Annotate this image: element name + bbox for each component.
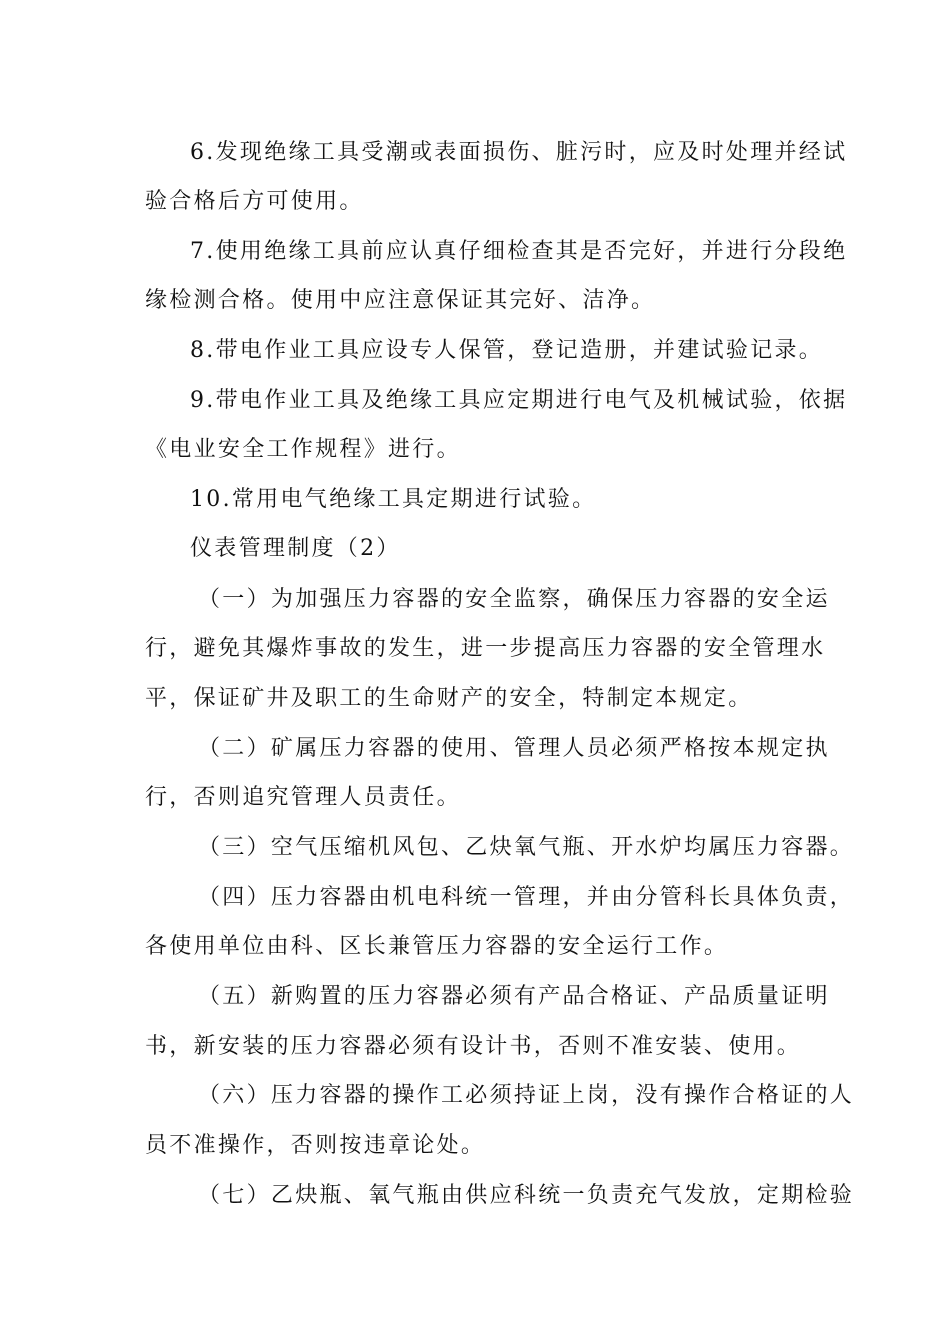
text-line: （二）矿属压力容器的使用、管理人员必须严格按本规定执 [198,736,830,761]
text-line: 各使用单位由科、区长兼管压力容器的安全运行工作。 [145,934,729,959]
text-line: 8.带电作业工具应设专人保管，登记造册，并建试验记录。 [190,338,824,363]
text-line: 行，避免其爆炸事故的发生，进一步提高压力容器的安全管理水 [145,636,826,661]
text-line: 书，新安装的压力容器必须有设计书，否则不准安装、使用。 [145,1034,802,1059]
text-line: 6.发现绝缘工具受潮或表面损伤、脏污时，应及时处理并经试 [190,140,848,165]
text-line: （四）压力容器由机电科统一管理，并由分管科长具体负责， [198,885,855,910]
text-line: （七）乙炔瓶、氧气瓶由供应科统一负责充气发放，定期检验 [198,1183,855,1208]
text-line: 平，保证矿井及职工的生命财产的安全，特制定本规定。 [145,686,753,711]
text-line: 9.带电作业工具及绝缘工具应定期进行电气及机械试验，依据 [190,388,848,413]
text-line: 验合格后方可使用。 [145,189,364,214]
text-line: （一）为加强压力容器的安全监察，确保压力容器的安全运 [198,587,830,612]
text-line: （五）新购置的压力容器必须有产品合格证、产品质量证明 [198,984,830,1009]
text-line: （三）空气压缩机风包、乙炔氧气瓶、开水炉均属压力容器。 [198,835,855,860]
text-line: 缘检测合格。使用中应注意保证其完好、洁净。 [145,288,656,313]
section-heading: 仪表管理制度（2） [190,536,401,561]
text-line: 行，否则追究管理人员责任。 [145,785,461,810]
text-line: 7.使用绝缘工具前应认真仔细检查其是否完好，并进行分段绝 [190,239,848,264]
text-line: 员不准操作，否则按违章论处。 [145,1133,486,1158]
text-line: 《电业安全工作规程》进行。 [145,437,461,462]
text-line: 10.常用电气绝缘工具定期进行试验。 [190,487,597,512]
text-line: （六）压力容器的操作工必须持证上岗，没有操作合格证的人 [198,1083,855,1108]
